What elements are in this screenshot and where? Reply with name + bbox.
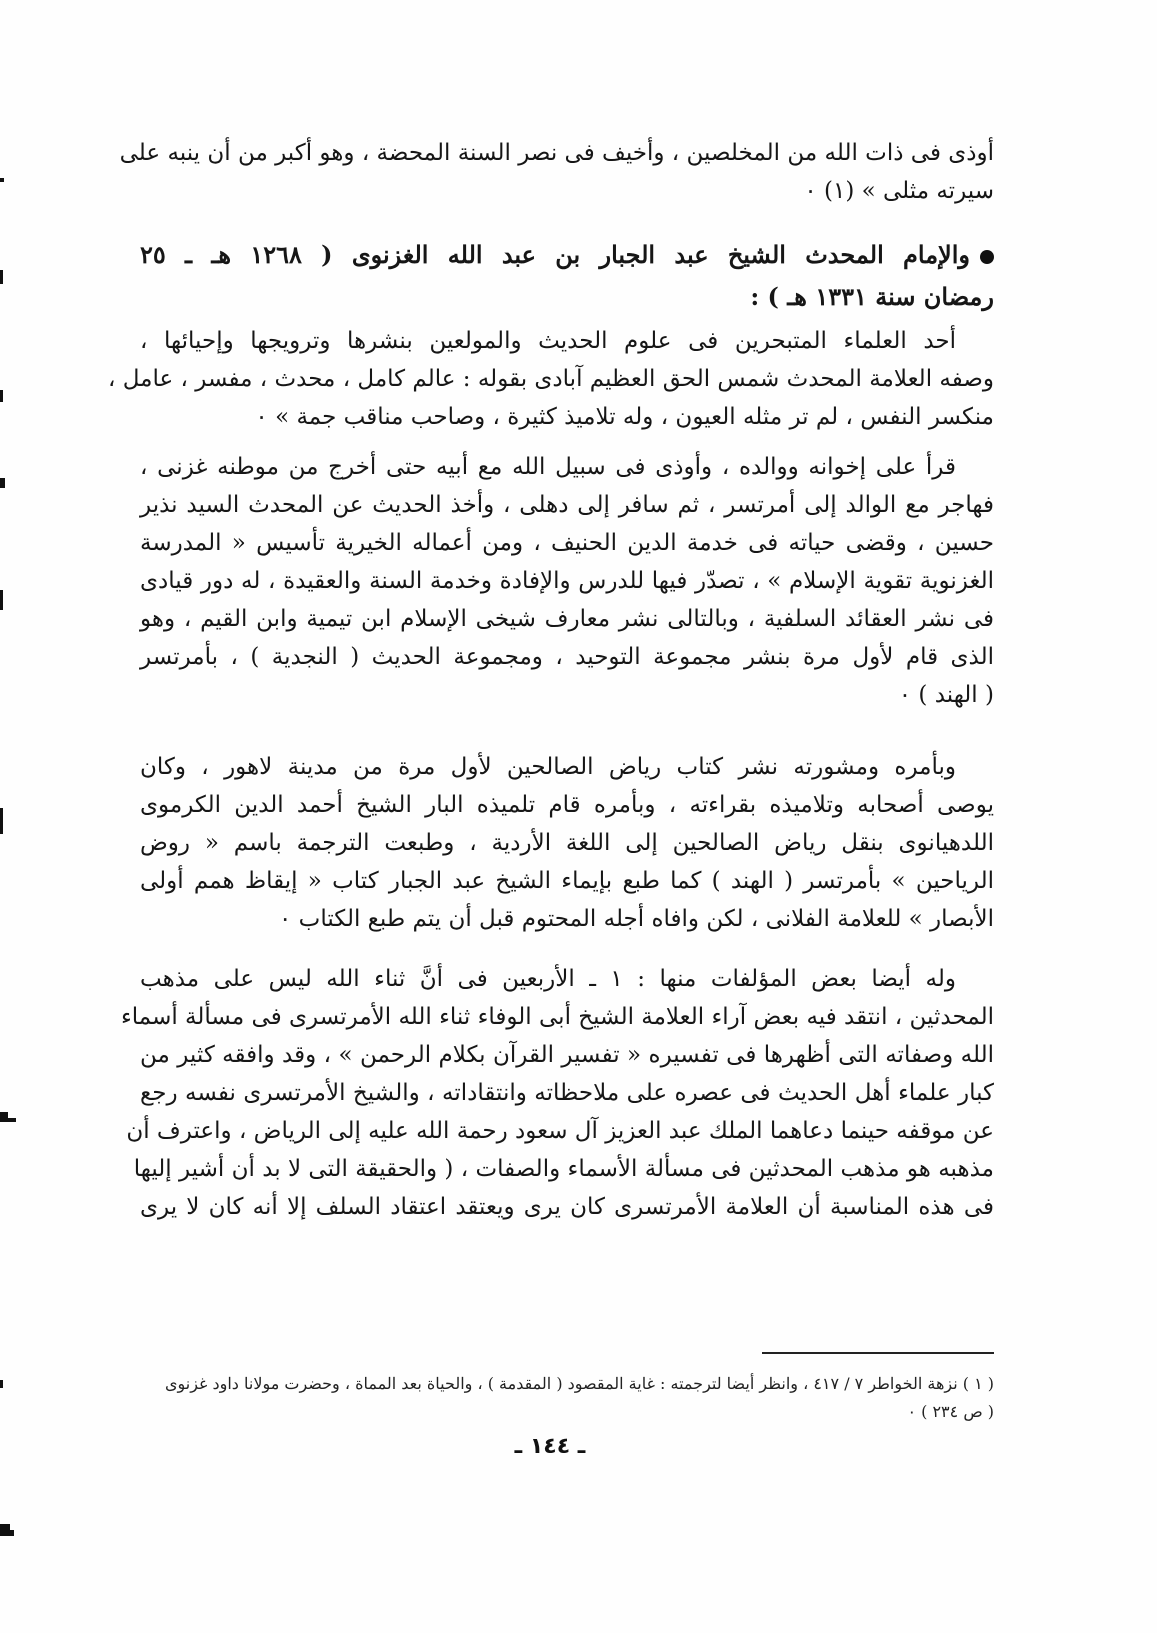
paragraph-line: المحدثين ، انتقد فيه بعض آراء العلامة الشيخ أبى الوفاء ثناء الله الأمرتسرى فى مسألة أسماء bbox=[120, 1004, 994, 1030]
paragraph-line: وصفه العلامة المحدث شمس الحق العظيم آبادى بقوله : عالم كامل ، محدث ، مفسر ، عامل ، bbox=[108, 366, 994, 392]
paragraph-line: فى نشر العقائد السلفية ، وبالتالى نشر معارف شيخى الإسلام ابن تيمية وابن القيم ، وهو bbox=[140, 606, 994, 632]
intro-line-2: سيرته مثلى » (١) ٠ bbox=[804, 178, 994, 204]
paragraph-line: أحد العلماء المتبحرين فى علوم الحديث والمولعين بنشرها وترويجها وإحيائها ، bbox=[140, 328, 956, 354]
paragraph-1 bbox=[108, 322, 994, 436]
paragraph-line: ( الهند ) ٠ bbox=[898, 682, 994, 708]
paragraph-2 bbox=[140, 448, 994, 714]
scan-edge-mark bbox=[0, 1530, 14, 1536]
scan-edge-mark bbox=[0, 390, 3, 402]
scan-edge-mark bbox=[0, 478, 5, 488]
paragraph-line: عن موقفه حينما دعاهما الملك عبد العزيز آل سعود رحمة الله عليه إلى الرياض ، واعترف أن bbox=[126, 1118, 994, 1144]
paragraph-line: فى هذه المناسبة أن العلامة الأمرتسرى كان يرى ويعتقد اعتقاد السلف إلا أنه كان لا يرى bbox=[140, 1194, 994, 1220]
scan-edge-mark bbox=[0, 178, 4, 182]
paragraph-line: الرياحين » بأمرتسر ( الهند ) كما طبع بإيماء الشيخ عبد الجبار كتاب « إيقاظ همم أولى bbox=[140, 868, 994, 894]
scan-edge-mark bbox=[0, 270, 3, 284]
paragraph-line: قرأ على إخوانه ووالده ، وأوذى فى سبيل الله مع أبيه حتى أخرج من موطنه غزنى ، bbox=[140, 454, 956, 480]
paragraph-line: كبار علماء أهل الحديث فى عصره على ملاحظاته وانتقاداته ، والشيخ الأمرتسرى نفسه رجع bbox=[140, 1080, 994, 1106]
paragraph-line: فهاجر مع الوالد إلى أمرتسر ، ثم سافر إلى دهلى ، وأخذ الحديث عن المحدث السيد نذير bbox=[140, 492, 994, 518]
paragraph-line: وله أيضا بعض المؤلفات منها : ١ ـ الأربعين فى أنَّ ثناء الله ليس على مذهب bbox=[140, 966, 956, 992]
scan-edge-mark bbox=[0, 808, 3, 834]
intro-line-1: أوذى فى ذات الله من المخلصين ، وأخيف فى نصر السنة المحضة ، وهو أكبر من أن ينبه على bbox=[119, 140, 994, 166]
paragraph-line: مذهبه هو مذهب المحدثين فى مسألة الأسماء والصفات ، ( والحقيقة التى لا بد أن أشير إليها bbox=[133, 1156, 994, 1182]
paragraph-line: الذى قام لأول مرة بنشر مجموعة التوحيد ، ومجموعة الحديث ( النجدية ) ، بأمرتسر bbox=[140, 644, 994, 670]
footnote-line-1: ( ١ ) نزهة الخواطر ٧ / ٤١٧ ، وانظر أيضا لترجمته : غاية المقصود ( المقدمة ) ، والحياة بعد المماة ، وحضرت مولانا داود غزنوى bbox=[164, 1374, 994, 1393]
bullet-icon bbox=[980, 250, 994, 264]
scan-edge-mark bbox=[0, 1118, 16, 1122]
scan-edge-mark bbox=[0, 1380, 3, 1388]
heading-line-1 bbox=[140, 234, 994, 276]
paragraph-line: الغزنوية تقوية الإسلام » ، تصدّر فيها للدرس والإفادة وخدمة السنة والعقيدة ، له دور قيادى bbox=[140, 568, 994, 594]
paragraph-line: الأبصار » للعلامة الفلانى ، لكن وافاه أجله المحتوم قبل أن يتم طبع الكتاب ٠ bbox=[279, 906, 994, 932]
paragraph-line: حسين ، وقضى حياته فى خدمة الدين الحنيف ، ومن أعماله الخيرية تأسيس « المدرسة bbox=[140, 530, 994, 556]
intro-text bbox=[119, 134, 994, 210]
footnote bbox=[130, 1370, 994, 1426]
section-heading bbox=[140, 234, 994, 318]
footnote-line-2: ( ص ٢٣٤ ) ٠ bbox=[907, 1402, 994, 1421]
scan-edge-mark bbox=[0, 590, 3, 610]
paragraph-line: وبأمره ومشورته نشر كتاب رياض الصالحين لأول مرة من مدينة لاهور ، وكان bbox=[140, 754, 956, 780]
footnote-separator bbox=[762, 1352, 994, 1354]
paragraph-4 bbox=[120, 960, 994, 1226]
heading-line-1-text: والإمام المحدث الشيخ عبد الجبار بن عبد الله الغزنوى ( ١٢٦٨ هـ ـ ٢٥ bbox=[140, 240, 971, 269]
paragraph-line: يوصى أصحابه وتلاميذه بقراءته ، وبأمره قام تلميذه البار الشيخ أحمد الدين الكرموى bbox=[140, 792, 994, 818]
paragraph-line: منكسر النفس ، لم تر مثله العيون ، وله تلاميذ كثيرة ، وصاحب مناقب جمة » ٠ bbox=[255, 404, 994, 430]
paragraph-line: الله وصفاته التى أظهرها فى تفسيره « تفسير القرآن بكلام الرحمن » ، وقد وافقه كثير من bbox=[140, 1042, 994, 1068]
paragraph-line: اللدهيانوى بنقل رياض الصالحين إلى اللغة الأردية ، وطبعت الترجمة باسم « روض bbox=[140, 830, 994, 856]
paragraph-3 bbox=[140, 748, 994, 938]
page-number: ـ ١٤٤ ـ bbox=[514, 1434, 586, 1459]
heading-line-2: رمضان سنة ١٣٣١ هـ ) : bbox=[750, 282, 994, 311]
